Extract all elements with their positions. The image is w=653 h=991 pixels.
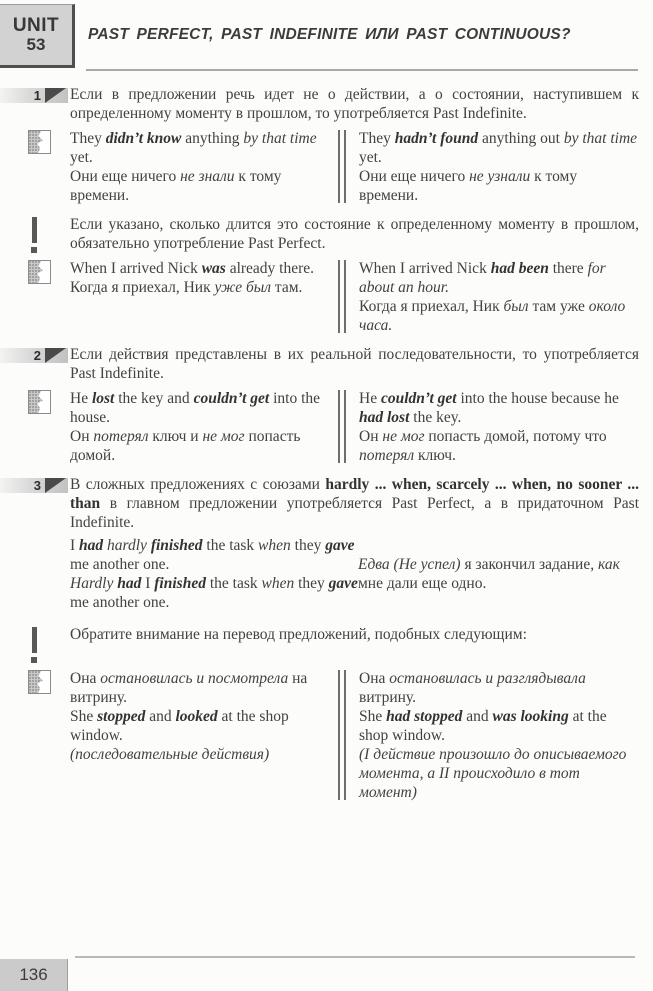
text-line: Hardly had I finished the task when they gave me another one. bbox=[70, 575, 358, 611]
badge-triangle-icon bbox=[45, 348, 66, 363]
badge-number: 2 bbox=[33, 348, 41, 363]
section-2-intro bbox=[70, 345, 653, 383]
page-title: PAST PERFECT, PAST INDEFINITE ИЛИ PAST CONTINUOUS? bbox=[88, 26, 571, 43]
note-1-gutter bbox=[0, 215, 70, 253]
section-3-badge bbox=[0, 478, 68, 493]
example-1-columns bbox=[70, 129, 653, 205]
section-3 bbox=[0, 475, 653, 532]
text-line: Когда я приехал, Ник уже был там. bbox=[70, 279, 303, 296]
text-line: Обратите внимание на перевод предложений, подобных следующим: bbox=[70, 626, 527, 643]
text-line: Если в предложении речь идет не о действии, а о состоянии, наступившем к определенному моменту в прошлом, то употребляется Past Indefinite. bbox=[70, 86, 639, 122]
badge-number: 3 bbox=[33, 478, 41, 493]
text-line: She stopped and looked at the shop window. bbox=[70, 708, 289, 744]
example-left-column bbox=[70, 536, 358, 612]
example-block-2 bbox=[0, 259, 653, 335]
example-5-columns bbox=[70, 669, 653, 802]
example-block-5 bbox=[0, 669, 653, 802]
text-line: I had hardly finished the task when they gave me another one. bbox=[70, 537, 355, 573]
unit-number: 53 bbox=[26, 34, 46, 54]
example-4-columns bbox=[70, 536, 653, 612]
example-right-column bbox=[358, 555, 639, 593]
text-line: Когда я приехал, Ник был там уже около часа. bbox=[359, 298, 626, 334]
text-line: When I arrived Nick had been there for about an hour. bbox=[359, 260, 606, 296]
section-3-intro bbox=[70, 475, 653, 532]
section-1 bbox=[0, 85, 653, 123]
example-right-column bbox=[359, 129, 639, 205]
section-1-badge bbox=[0, 88, 68, 103]
title-rule bbox=[86, 69, 638, 71]
example-1-gutter bbox=[0, 129, 70, 154]
example-block-3 bbox=[0, 389, 653, 465]
example-left-column bbox=[70, 669, 325, 764]
text-line: Они еще ничего не знали к тому времени. bbox=[70, 168, 282, 204]
footer-rule bbox=[75, 956, 635, 958]
text-line: Она остановилась и посмотрела на витрину. bbox=[70, 670, 308, 706]
example-right-column bbox=[359, 669, 639, 802]
text-line: Они еще ничего не узнали к тому времени. bbox=[359, 168, 578, 204]
example-right-column bbox=[359, 389, 639, 465]
note-2 bbox=[0, 625, 653, 663]
section-1-gutter bbox=[0, 85, 70, 103]
note-1 bbox=[0, 215, 653, 253]
column-separator bbox=[338, 670, 346, 800]
text-line: Он не мог попасть домой, потому что потерял ключ. bbox=[359, 428, 607, 464]
column-separator bbox=[338, 390, 346, 463]
exclamation-icon bbox=[30, 217, 38, 253]
section-2-gutter bbox=[0, 345, 70, 363]
example-left-column bbox=[70, 389, 325, 465]
exclamation-icon bbox=[30, 627, 38, 663]
example-3-columns bbox=[70, 389, 653, 465]
page-content bbox=[0, 85, 653, 802]
section-2 bbox=[0, 345, 653, 383]
example-2-gutter bbox=[0, 259, 70, 284]
note-2-gutter bbox=[0, 625, 70, 663]
text-line: Если действия представлены в их реальной последовательности, то употребляется Past Indefinite. bbox=[70, 346, 639, 382]
badge-triangle-icon bbox=[45, 88, 66, 103]
text-line: They didn’t know anything by that time yet. bbox=[70, 130, 317, 166]
example-marker-icon bbox=[28, 130, 51, 154]
section-2-badge bbox=[0, 348, 68, 363]
page-number: 136 bbox=[19, 965, 48, 984]
note-2-text bbox=[70, 625, 653, 644]
text-line: When I arrived Nick was already there. bbox=[70, 260, 315, 277]
exclamation-dot bbox=[31, 247, 37, 253]
column-separator bbox=[338, 260, 346, 333]
section-3-gutter bbox=[0, 475, 70, 493]
example-5-gutter bbox=[0, 669, 70, 694]
example-left-column bbox=[70, 129, 325, 205]
example-2-columns bbox=[70, 259, 653, 335]
text-line: Он потерял ключ и не мог попасть домой. bbox=[70, 428, 301, 464]
text-line: He lost the key and couldn’t get into the house. bbox=[70, 390, 321, 426]
text-line: (последовательные действия) bbox=[70, 746, 270, 763]
example-block-1 bbox=[0, 129, 653, 205]
badge-triangle-icon bbox=[45, 478, 66, 493]
section-1-intro bbox=[70, 85, 653, 123]
note-1-text bbox=[70, 215, 653, 253]
text-line: В сложных предложениях с союзами hardly ... when, scarcely ... when, no sooner ... than в главном предложении употребляется Past Perfect, а в придаточном Past Indefinite. bbox=[70, 476, 639, 531]
exclamation-bar bbox=[32, 627, 37, 653]
text-line: (I действие произошло до описываемого момента, а II происходило в тот момент) bbox=[359, 746, 627, 801]
text-line: She had stopped and was looking at the shop window. bbox=[359, 708, 607, 744]
text-line: Она остановилась и разглядывала витрину. bbox=[359, 670, 586, 706]
example-marker-icon bbox=[28, 260, 51, 284]
text-line: He couldn’t get into the house because he had lost the key. bbox=[359, 390, 619, 426]
column-separator bbox=[338, 130, 346, 203]
exclamation-dot bbox=[31, 657, 37, 663]
example-marker-icon bbox=[28, 390, 51, 414]
badge-number: 1 bbox=[33, 88, 41, 103]
example-block-4 bbox=[0, 536, 653, 612]
text-line: Едва (Не успел) я закончил задание, как мне дали еще одно. bbox=[358, 556, 620, 592]
unit-label: UNIT bbox=[12, 14, 60, 36]
example-right-column bbox=[359, 259, 639, 335]
example-marker-icon bbox=[28, 670, 51, 694]
example-3-gutter bbox=[0, 389, 70, 414]
page-number-box bbox=[0, 959, 68, 991]
text-line: They hadn’t found anything out by that time yet. bbox=[359, 130, 638, 166]
exclamation-bar bbox=[32, 217, 37, 243]
unit-box bbox=[0, 4, 75, 68]
example-left-column bbox=[70, 259, 325, 297]
text-line: Если указано, сколько длится это состояние к определенному моменту в прошлом, обязательно употребление Past Perfect. bbox=[70, 216, 639, 252]
